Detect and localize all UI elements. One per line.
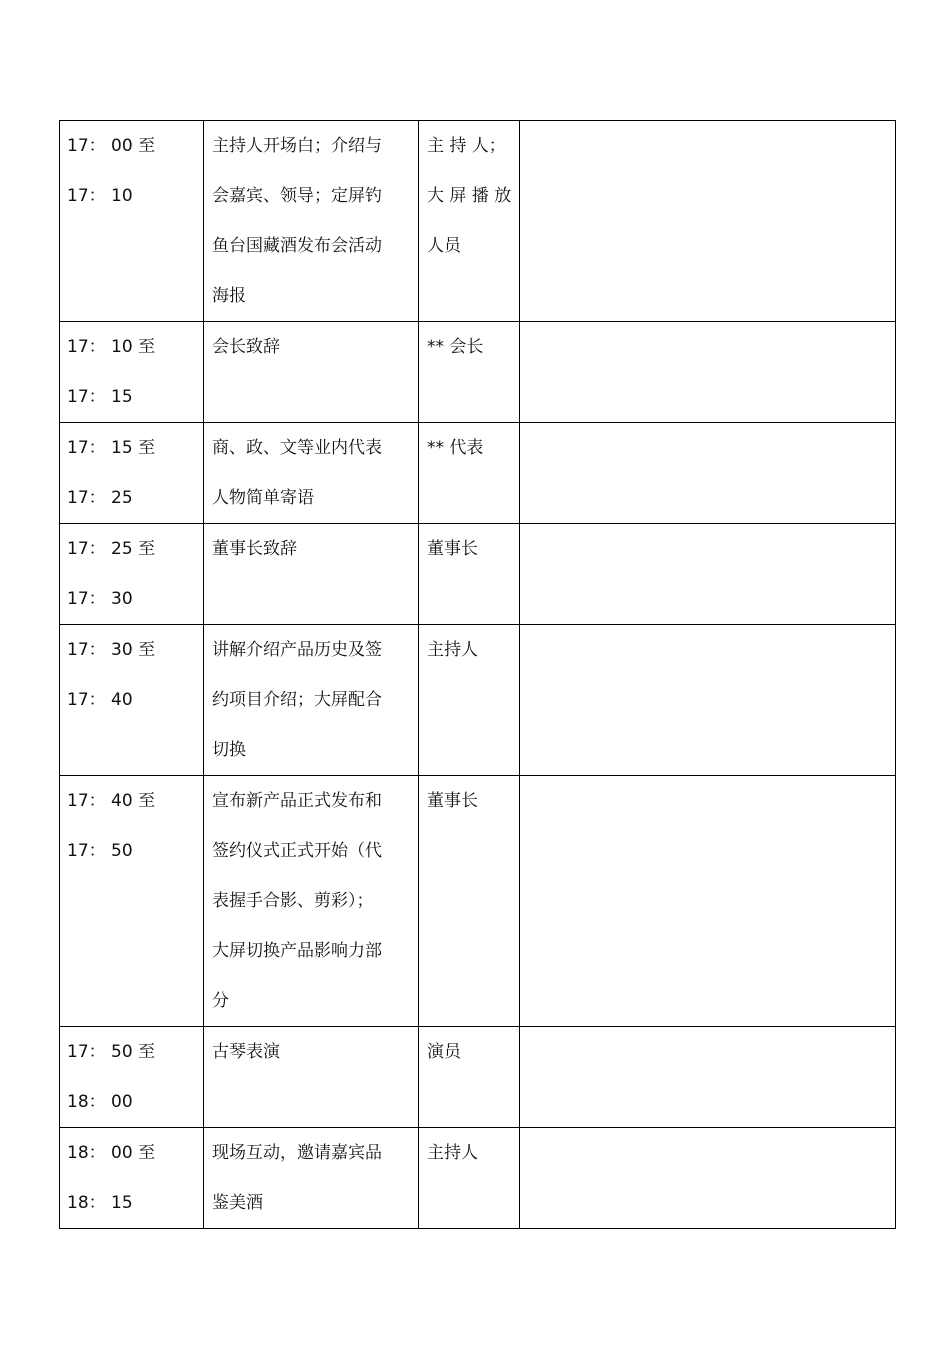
time-cell-line: 17： 00 至 <box>67 136 156 156</box>
activity-cell <box>204 121 419 322</box>
time-cell-text <box>67 625 195 725</box>
time-cell-text <box>67 121 195 221</box>
time-cell-text <box>67 524 195 624</box>
time-cell <box>60 423 204 524</box>
schedule-body <box>60 121 896 1229</box>
time-cell-line: 17： 25 <box>67 488 133 508</box>
time-cell <box>60 121 204 322</box>
activity-cell-line: 人物简单寄语 <box>212 488 314 508</box>
activity-cell <box>204 423 419 524</box>
time-cell-line: 17： 15 <box>67 387 133 407</box>
time-cell-line: 17： 30 至 <box>67 640 156 660</box>
person-cell-line: 主 持 人； <box>427 136 506 156</box>
time-cell-line: 17： 10 至 <box>67 337 156 357</box>
time-cell-line: 17： 30 <box>67 589 133 609</box>
person-cell-text <box>427 121 511 271</box>
activity-cell-text <box>212 524 408 574</box>
time-cell <box>60 1027 204 1128</box>
person-cell <box>419 121 520 322</box>
activity-cell-text <box>212 1027 408 1077</box>
time-cell-text <box>67 1128 195 1228</box>
activity-cell-line: 会长致辞 <box>212 337 280 357</box>
person-cell-text <box>427 524 511 574</box>
time-cell-line: 18： 00 至 <box>67 1143 156 1163</box>
activity-cell <box>204 625 419 776</box>
table-row <box>60 776 896 1027</box>
activity-cell <box>204 1128 419 1229</box>
table-row <box>60 322 896 423</box>
table-row <box>60 121 896 322</box>
person-cell <box>419 1027 520 1128</box>
time-cell-line: 18： 00 <box>67 1092 133 1112</box>
activity-cell-text <box>212 322 408 372</box>
note-cell <box>520 776 896 1027</box>
person-cell-line: 董事长 <box>427 539 478 559</box>
activity-cell-line: 宣布新产品正式发布和 <box>212 791 382 811</box>
note-cell <box>520 1128 896 1229</box>
person-cell-line: 演员 <box>427 1042 461 1062</box>
person-cell-line: 董事长 <box>427 791 478 811</box>
activity-cell-line: 大屏切换产品影响力部 <box>212 941 382 961</box>
activity-cell <box>204 524 419 625</box>
table-row <box>60 1128 896 1229</box>
activity-cell-line: 古琴表演 <box>212 1042 280 1062</box>
time-cell-line: 17： 50 <box>67 841 133 861</box>
time-cell-text <box>67 1027 195 1127</box>
time-cell-line: 17： 10 <box>67 186 133 206</box>
activity-cell-line: 表握手合影、剪彩）； <box>212 891 374 911</box>
schedule-table <box>59 120 896 1229</box>
person-cell-line: 主持人 <box>427 1143 478 1163</box>
person-cell <box>419 322 520 423</box>
activity-cell <box>204 776 419 1027</box>
note-cell <box>520 423 896 524</box>
table-row <box>60 625 896 776</box>
person-cell-text <box>427 423 511 473</box>
time-cell <box>60 524 204 625</box>
note-cell <box>520 1027 896 1128</box>
person-cell-line: ** 会长 <box>427 337 484 357</box>
activity-cell-line: 现场互动，邀请嘉宾品 <box>212 1143 382 1163</box>
time-cell-text <box>67 423 195 523</box>
activity-cell-text <box>212 121 408 321</box>
activity-cell-line: 切换 <box>212 740 246 760</box>
person-cell-line: 主持人 <box>427 640 478 660</box>
note-cell <box>520 322 896 423</box>
person-cell-line: 大 屏 播 放 <box>427 186 512 206</box>
person-cell <box>419 423 520 524</box>
activity-cell-line: 鉴美酒 <box>212 1193 263 1213</box>
time-cell-text <box>67 322 195 422</box>
person-cell <box>419 625 520 776</box>
time-cell-line: 18： 15 <box>67 1193 133 1213</box>
person-cell <box>419 776 520 1027</box>
table-row <box>60 524 896 625</box>
activity-cell-line: 约项目介绍；大屏配合 <box>212 690 382 710</box>
person-cell-text <box>427 322 511 372</box>
activity-cell-line: 讲解介绍产品历史及签 <box>212 640 382 660</box>
person-cell <box>419 524 520 625</box>
activity-cell <box>204 322 419 423</box>
time-cell <box>60 776 204 1027</box>
activity-cell-line: 分 <box>212 991 229 1011</box>
person-cell <box>419 1128 520 1229</box>
activity-cell-text <box>212 625 408 775</box>
activity-cell-line: 鱼台国藏酒发布会活动 <box>212 236 382 256</box>
time-cell-line: 17： 40 至 <box>67 791 156 811</box>
activity-cell-line: 董事长致辞 <box>212 539 297 559</box>
activity-cell-line: 签约仪式正式开始（代 <box>212 841 382 861</box>
activity-cell-text <box>212 776 408 1026</box>
activity-cell-line: 主持人开场白；介绍与 <box>212 136 382 156</box>
time-cell-line: 17： 25 至 <box>67 539 156 559</box>
time-cell <box>60 625 204 776</box>
person-cell-text <box>427 625 511 675</box>
note-cell <box>520 524 896 625</box>
table-row <box>60 1027 896 1128</box>
time-cell <box>60 322 204 423</box>
table-row <box>60 423 896 524</box>
person-cell-text <box>427 1027 511 1077</box>
activity-cell-line: 商、政、文等业内代表 <box>212 438 382 458</box>
activity-cell-line: 会嘉宾、领导；定屏钓 <box>212 186 382 206</box>
person-cell-line: 人员 <box>427 236 461 256</box>
time-cell-line: 17： 50 至 <box>67 1042 156 1062</box>
time-cell-line: 17： 15 至 <box>67 438 156 458</box>
activity-cell-line: 海报 <box>212 286 246 306</box>
activity-cell-text <box>212 1128 408 1228</box>
time-cell-text <box>67 776 195 876</box>
note-cell <box>520 121 896 322</box>
time-cell <box>60 1128 204 1229</box>
person-cell-text <box>427 776 511 826</box>
person-cell-line: ** 代表 <box>427 438 484 458</box>
activity-cell-text <box>212 423 408 523</box>
activity-cell <box>204 1027 419 1128</box>
note-cell <box>520 625 896 776</box>
time-cell-line: 17： 40 <box>67 690 133 710</box>
person-cell-text <box>427 1128 511 1178</box>
